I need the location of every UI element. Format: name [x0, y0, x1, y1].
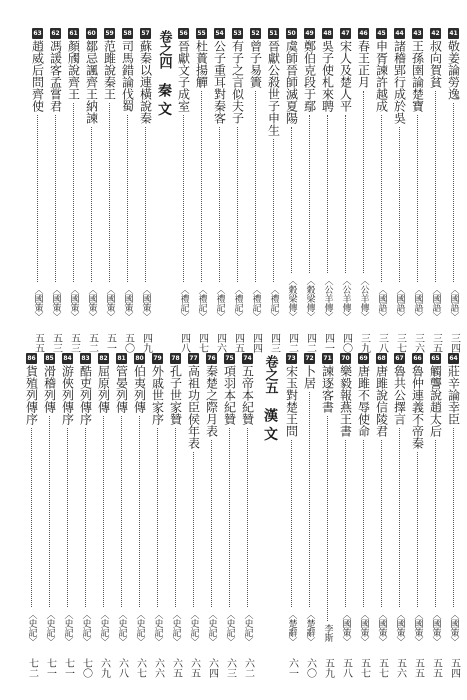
entry-source: 〈禮記〉	[250, 285, 261, 321]
entry-source: 〈國語〉	[376, 285, 387, 321]
toc-entry[interactable]	[230, 28, 245, 353]
entry-page: 四七	[196, 333, 208, 353]
toc-entry[interactable]	[338, 353, 353, 678]
toc-entry[interactable]	[212, 28, 227, 353]
entry-page: 四二	[286, 333, 298, 353]
entry-title: 吳子使札來聘	[320, 40, 335, 112]
entry-page: 四二	[304, 333, 316, 353]
dot-leader	[175, 428, 176, 607]
entry-number-badge: 58	[123, 30, 132, 37]
entry-title: 觸讋說趙太后	[428, 365, 443, 437]
entry-number-badge: 67	[395, 355, 404, 362]
dot-leader	[309, 392, 310, 607]
toc-entry[interactable]	[132, 353, 147, 678]
toc-entry[interactable]	[356, 353, 371, 678]
dot-leader	[31, 428, 32, 607]
entry-source: 〈禮記〉	[196, 285, 207, 321]
entry-source: 〈國策〉	[376, 610, 387, 646]
dot-leader	[399, 127, 400, 282]
dot-leader	[417, 452, 418, 607]
toc-entry[interactable]	[320, 353, 335, 678]
entry-number-badge: 85	[45, 355, 54, 362]
toc-entry[interactable]	[176, 28, 191, 353]
entry-title: 晉獻公殺世子申生	[266, 40, 281, 136]
entry-source: 〈國策〉	[358, 610, 369, 646]
entry-title: 公子重耳對秦客	[212, 40, 227, 124]
entry-title: 高祖功臣侯年表	[186, 365, 201, 449]
toc-entry[interactable]	[284, 28, 299, 353]
entry-page: 四八	[178, 333, 190, 353]
entry-page: 四九	[140, 333, 152, 353]
entry-title: 宋人及楚人平	[338, 40, 353, 112]
toc-entry[interactable]	[78, 353, 93, 678]
toc-entry[interactable]	[240, 353, 255, 678]
entry-page: 三七	[394, 333, 406, 353]
toc-entry[interactable]	[168, 353, 183, 678]
entry-title: 唐雎不辱使命	[356, 365, 371, 437]
entry-title: 馮諼客孟嘗君	[48, 40, 63, 112]
dot-leader	[91, 127, 92, 282]
entry-source: 〈國策〉	[394, 610, 405, 646]
dot-leader	[67, 428, 68, 607]
entry-number-badge: 74	[243, 355, 252, 362]
toc-entry[interactable]	[42, 353, 57, 678]
entry-title: 蘇秦以連橫說秦	[138, 40, 153, 124]
entry-page: 七一	[62, 658, 74, 678]
dot-leader	[363, 91, 364, 273]
entry-number-badge: 42	[431, 30, 440, 37]
entry-number-badge: 79	[153, 355, 162, 362]
entry-number-badge: 73	[287, 355, 296, 362]
dot-leader	[327, 115, 328, 273]
entry-source: 〈國語〉	[448, 285, 459, 321]
entry-source: 〈國策〉	[140, 285, 151, 321]
entry-number-badge: 53	[233, 30, 242, 37]
toc-entry[interactable]	[446, 28, 461, 353]
entry-title: 晉獻文子成室	[176, 40, 191, 112]
toc-entry[interactable]	[30, 28, 45, 353]
entry-source: 〈公羊傳〉	[322, 276, 333, 321]
entry-number-badge: 59	[105, 30, 114, 37]
volume-label: 卷之四	[156, 30, 172, 69]
entry-page: 三六	[412, 333, 424, 353]
dot-leader	[73, 103, 74, 282]
entry-page: 五三	[50, 333, 62, 353]
entry-page: 六〇	[304, 658, 316, 678]
entry-page: 三四	[448, 333, 460, 353]
entry-title: 五帝本紀贊	[240, 365, 255, 425]
entry-number-badge: 64	[449, 355, 458, 362]
dot-leader	[211, 440, 212, 607]
entry-number-badge: 46	[359, 30, 368, 37]
entry-title: 卜居	[302, 365, 317, 389]
volume-heading-top	[156, 30, 172, 116]
entry-number-badge: 43	[413, 30, 422, 37]
entry-source: 〈國策〉	[122, 285, 133, 321]
entry-number-badge: 82	[99, 355, 108, 362]
entry-number-badge: 55	[197, 30, 206, 37]
entry-page: 四六	[214, 333, 226, 353]
toc-entry[interactable]	[120, 28, 135, 353]
dot-leader	[453, 103, 454, 282]
entry-number-badge: 60	[87, 30, 96, 37]
entry-page: 六九	[98, 658, 110, 678]
entry-source: 〈楚辭〉	[304, 610, 315, 646]
entry-source: 〈國語〉	[394, 285, 405, 321]
entry-source: 〈史記〉	[44, 610, 55, 646]
entry-title: 諫逐客書	[320, 365, 335, 413]
toc-entry[interactable]	[374, 353, 389, 678]
dot-leader	[49, 416, 50, 607]
dot-leader	[399, 428, 400, 607]
toc-entry[interactable]	[374, 28, 389, 353]
entry-page: 五八	[340, 658, 352, 678]
dot-leader	[201, 91, 202, 282]
entry-number-badge: 41	[449, 30, 458, 37]
entry-source: 〈國策〉	[340, 610, 351, 646]
dot-leader	[345, 115, 346, 273]
toc-entry[interactable]	[392, 28, 407, 353]
entry-title: 曾子易簀	[248, 40, 263, 88]
dot-leader	[417, 115, 418, 282]
entry-number-badge: 52	[251, 30, 260, 37]
toc-entry[interactable]	[114, 353, 129, 678]
toc-entry[interactable]	[410, 353, 425, 678]
entry-title: 有子之言似夫子	[230, 40, 245, 124]
entry-page: 六七	[134, 658, 146, 678]
entry-number-badge: 48	[323, 30, 332, 37]
entry-title: 屈原列傳	[96, 365, 111, 413]
entry-source: 〈穀梁傳〉	[286, 276, 297, 321]
entry-title: 莊辛論幸臣	[446, 365, 461, 425]
toc-entry[interactable]	[302, 353, 317, 678]
toc-entry[interactable]	[96, 353, 111, 678]
dot-leader	[37, 115, 38, 282]
entry-number-badge: 75	[225, 355, 234, 362]
dot-leader	[219, 127, 220, 282]
entry-page: 四三	[268, 333, 280, 353]
entry-title: 敬姜論勞逸	[446, 40, 461, 100]
entry-number-badge: 56	[179, 30, 188, 37]
entry-source: 〈穀梁傳〉	[304, 276, 315, 321]
entry-number-badge: 86	[27, 355, 36, 362]
entry-source: 〈禮記〉	[268, 285, 279, 321]
entry-number-badge: 66	[413, 355, 422, 362]
toc-entry[interactable]	[428, 28, 443, 353]
dot-leader	[363, 440, 364, 607]
entry-page: 七二	[26, 658, 38, 678]
entry-page: 三五	[430, 333, 442, 353]
entry-title: 虞師晉師滅夏陽	[284, 40, 299, 124]
dot-leader	[139, 416, 140, 607]
toc-entry[interactable]	[428, 353, 443, 678]
entry-page: 七一	[44, 658, 56, 678]
entry-title: 鄭伯克段于鄢	[302, 40, 317, 112]
entry-source: 〈史記〉	[188, 610, 199, 646]
entry-page: 五〇	[122, 333, 134, 353]
dot-leader	[121, 416, 122, 607]
entry-source: 〈國策〉	[32, 285, 43, 321]
dot-leader	[309, 115, 310, 273]
toc-entry[interactable]	[410, 28, 425, 353]
dot-leader	[381, 440, 382, 607]
entry-source: 〈史記〉	[152, 610, 163, 646]
entry-number-badge: 68	[377, 355, 386, 362]
entry-source: 〈禮記〉	[232, 285, 243, 321]
entry-page: 六一	[286, 658, 298, 678]
entry-source: 〈史記〉	[98, 610, 109, 646]
dot-leader	[237, 127, 238, 282]
entry-source: 〈國策〉	[86, 285, 97, 321]
dot-leader	[193, 452, 194, 607]
entry-number-badge: 71	[323, 355, 332, 362]
entry-title: 唐雎說信陵君	[374, 365, 389, 437]
dot-leader	[291, 127, 292, 273]
entry-number-badge: 62	[51, 30, 60, 37]
entry-page: 三八	[376, 333, 388, 353]
entry-page: 六五	[188, 658, 200, 678]
entry-title: 趙威后問齊使	[30, 40, 45, 112]
toc-entry[interactable]	[356, 28, 371, 353]
entry-number-badge: 45	[377, 30, 386, 37]
entry-page: 五五	[32, 333, 44, 353]
dot-leader	[55, 115, 56, 282]
entry-number-badge: 72	[305, 355, 314, 362]
entry-source: 〈史記〉	[206, 610, 217, 646]
entry-source: 〈史記〉	[80, 610, 91, 646]
entry-page: 六三	[224, 658, 236, 678]
dot-leader	[157, 428, 158, 607]
volume-label: 卷之五	[262, 355, 278, 394]
entry-page: 三九	[358, 333, 370, 353]
entry-number-badge: 84	[63, 355, 72, 362]
dot-leader	[127, 115, 128, 282]
entry-title: 春王正月	[356, 40, 371, 88]
toc-entry[interactable]	[194, 28, 209, 353]
entry-page: 五三	[68, 333, 80, 353]
entry-author: 李斯	[322, 624, 333, 642]
entry-title: 顏斶說齊王	[66, 40, 81, 100]
dot-leader	[381, 115, 382, 282]
toc-entry[interactable]	[338, 28, 353, 353]
toc-entry[interactable]	[186, 353, 201, 678]
entry-number-badge: 50	[287, 30, 296, 37]
toc-entry[interactable]	[84, 28, 99, 353]
dot-leader	[103, 416, 104, 607]
entry-title: 外戚世家序	[150, 365, 165, 425]
dot-leader	[255, 91, 256, 282]
entry-title: 孔子世家贊	[168, 365, 183, 425]
toc-entry[interactable]	[248, 28, 263, 353]
entry-title: 伯夷列傳	[132, 365, 147, 413]
entry-title: 滑稽列傳	[42, 365, 57, 413]
entry-source: 〈國策〉	[412, 610, 423, 646]
entry-source: 〈國語〉	[430, 285, 441, 321]
toc-entry[interactable]	[150, 353, 165, 678]
entry-title: 秦楚之際月表	[204, 365, 219, 437]
entry-source: 〈禮記〉	[178, 285, 189, 321]
entry-title: 宋玉對楚王問	[284, 365, 299, 437]
dot-leader	[435, 91, 436, 282]
entry-page: 四一	[322, 333, 334, 353]
dot-leader	[145, 127, 146, 282]
entry-number-badge: 61	[69, 30, 78, 37]
entry-title: 酷吏列傳序	[78, 365, 93, 425]
dot-leader	[109, 103, 110, 282]
entry-number-badge: 70	[341, 355, 350, 362]
entry-title: 范雎說秦王	[102, 40, 117, 100]
entry-source: 〈史記〉	[242, 610, 253, 646]
entry-title: 管晏列傳	[114, 365, 129, 413]
entry-page: 五四	[448, 658, 460, 678]
entry-page: 六二	[242, 658, 254, 678]
entry-number-badge: 69	[359, 355, 368, 362]
entry-source: 〈國語〉	[412, 285, 423, 321]
entry-number-badge: 76	[207, 355, 216, 362]
toc-entry[interactable]	[222, 353, 237, 678]
dot-leader	[291, 440, 292, 607]
era-label: 漢 文	[262, 408, 278, 441]
toc-entry[interactable]	[204, 353, 219, 678]
entry-source: 〈國策〉	[430, 610, 441, 646]
entry-page: 六四	[206, 658, 218, 678]
entry-page: 五一	[104, 333, 116, 353]
toc-entry[interactable]	[320, 28, 335, 353]
entry-number-badge: 49	[305, 30, 314, 37]
entry-source: 〈楚辭〉	[286, 610, 297, 646]
entry-title: 魯仲連義不帝秦	[410, 365, 425, 449]
entry-source: 〈國策〉	[448, 610, 459, 646]
entry-title: 鄒忌諷齊王納諫	[84, 40, 99, 124]
dot-leader	[345, 440, 346, 607]
entry-source: 〈史記〉	[170, 610, 181, 646]
era-label: 秦 文	[156, 83, 172, 116]
entry-source: 〈國策〉	[104, 285, 115, 321]
entry-page: 五五	[430, 658, 442, 678]
entry-page: 五六	[394, 658, 406, 678]
entry-number-badge: 54	[215, 30, 224, 37]
entry-title: 王孫圉論楚寶	[410, 40, 425, 112]
entry-number-badge: 57	[141, 30, 150, 37]
entry-number-badge: 80	[135, 355, 144, 362]
entry-title: 魯共公擇言	[392, 365, 407, 425]
entry-title: 申胥諫許越成	[374, 40, 389, 112]
entry-page: 六五	[170, 658, 182, 678]
entry-source: 〈史記〉	[26, 610, 37, 646]
entry-title: 游俠列傳序	[60, 365, 75, 425]
toc-entry[interactable]	[302, 28, 317, 353]
dot-leader	[183, 115, 184, 282]
entry-source: 〈國策〉	[68, 285, 79, 321]
entry-source: 〈公羊傳〉	[358, 276, 369, 321]
entry-page: 六八	[116, 658, 128, 678]
toc-entry[interactable]	[392, 353, 407, 678]
entry-title: 司馬錯論伐蜀	[120, 40, 135, 112]
entry-title: 項羽本紀贊	[222, 365, 237, 425]
entry-source: 〈史記〉	[224, 610, 235, 646]
toc-entry[interactable]	[66, 28, 81, 353]
entry-title: 樂毅報燕王書	[338, 365, 353, 437]
entry-source: 〈公羊傳〉	[340, 276, 351, 321]
entry-source: 〈史記〉	[62, 610, 73, 646]
entry-page: 四四	[250, 333, 262, 353]
dot-leader	[85, 428, 86, 607]
entry-number-badge: 65	[431, 355, 440, 362]
dot-leader	[273, 139, 274, 282]
dot-leader	[229, 428, 230, 607]
entry-title: 貨殖列傳序	[24, 365, 39, 425]
dot-leader	[435, 440, 436, 607]
entry-title: 諸稽郢行成於吳	[392, 40, 407, 124]
entry-page: 五七	[358, 658, 370, 678]
entry-page: 五九	[322, 658, 334, 678]
entry-number-badge: 83	[81, 355, 90, 362]
entry-page: 五七	[376, 658, 388, 678]
entry-page: 七〇	[80, 658, 92, 678]
toc-entry[interactable]	[284, 353, 299, 678]
toc-entry[interactable]	[48, 28, 63, 353]
volume-heading-bottom	[262, 355, 278, 441]
entry-source: 〈禮記〉	[214, 285, 225, 321]
entry-source: 〈國策〉	[50, 285, 61, 321]
dot-leader	[327, 416, 328, 621]
entry-title: 叔向賀貧	[428, 40, 443, 88]
toc-entry[interactable]	[102, 28, 117, 353]
entry-number-badge: 44	[395, 30, 404, 37]
entry-page: 六六	[152, 658, 164, 678]
entry-number-badge: 47	[341, 30, 350, 37]
entry-page: 五二	[86, 333, 98, 353]
entry-title: 杜蕢揚觶	[194, 40, 209, 88]
entry-page: 四〇	[340, 333, 352, 353]
entry-number-badge: 77	[189, 355, 198, 362]
toc-entry[interactable]	[138, 28, 153, 353]
entry-source: 〈史記〉	[116, 610, 127, 646]
toc-entry[interactable]	[24, 353, 39, 678]
dot-leader	[453, 428, 454, 607]
entry-number-badge: 81	[117, 355, 126, 362]
toc-entry[interactable]	[266, 28, 281, 353]
dot-leader	[247, 428, 248, 607]
toc-entry[interactable]	[60, 353, 75, 678]
entry-number-badge: 51	[269, 30, 278, 37]
entry-number-badge: 63	[33, 30, 42, 37]
entry-page: 四五	[232, 333, 244, 353]
entry-number-badge: 78	[171, 355, 180, 362]
entry-page: 五五	[412, 658, 424, 678]
entry-source: 〈史記〉	[134, 610, 145, 646]
toc-entry[interactable]	[446, 353, 461, 678]
